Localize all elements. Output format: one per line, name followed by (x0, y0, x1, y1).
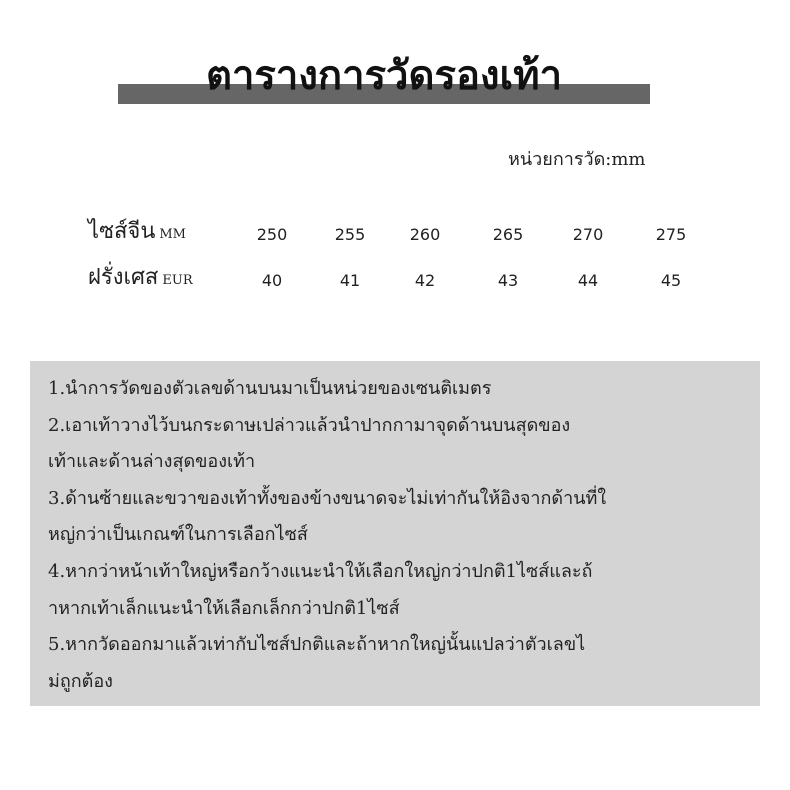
size-row-eur (88, 260, 728, 306)
row-label-cn (88, 218, 186, 249)
size-cell: 45 (660, 271, 682, 290)
size-cell: 40 (261, 271, 283, 290)
note-line: 2.เอาเท้าวางไว้บนกระดาษเปล่าวแล้วนำปากกามาจุดด้านบนสุดของ (48, 414, 571, 436)
size-cell: 255 (334, 225, 366, 244)
size-cell: 250 (256, 225, 288, 244)
size-cell: 270 (572, 225, 604, 244)
size-cell: 265 (492, 225, 524, 244)
measurement-notes (30, 361, 760, 706)
size-cell: 42 (414, 271, 436, 290)
row-label-cn-suffix: MM (159, 227, 186, 242)
note-line: หญ่กว่าเป็นเกณฑ์ในการเลือกไซส์ (48, 524, 308, 546)
note-line: 1.นำการวัดของตัวเลขด้านบนมาเป็นหน่วยของเซนติเมตร (48, 378, 492, 399)
note-line: เท้าและด้านล่างสุดของเท้า (48, 451, 256, 473)
size-row-cn (88, 214, 728, 260)
size-cell: 260 (409, 225, 441, 244)
size-cell: 43 (497, 271, 519, 290)
note-line: 4.หากว่าหน้าเท้าใหญ่หรือกว้างแนะนำให้เลือกใหญ่กว่าปกติ1ไซส์และถ้ (48, 560, 593, 582)
row-label-eur-text: ฝรั่งเศส (88, 265, 159, 290)
size-cell: 44 (577, 271, 599, 290)
note-line: 3.ด้านซ้ายและขวาของเท้าทั้งของข้างขนาดจะไม่เท่ากันให้อิงจากด้านที่ใ (48, 487, 607, 509)
title-block (118, 44, 650, 104)
size-cell: 275 (655, 225, 687, 244)
page-title: ตารางการวัดรองเท้า (205, 52, 563, 99)
size-table (88, 214, 728, 306)
note-line: ม่ถูกต้อง (48, 670, 113, 692)
row-label-cn-text: ไซส์จีน (88, 219, 156, 244)
unit-label: หน่วยการวัด:mm (508, 149, 646, 170)
size-cell: 41 (339, 271, 361, 290)
row-label-eur-suffix: EUR (162, 273, 193, 288)
note-line: าหากเท้าเล็กแนะนำให้เลือกเล็กกว่าปกติ1ไซส์ (48, 597, 400, 619)
row-label-eur (88, 264, 193, 295)
note-line: 5.หากวัดออกมาแล้วเท่ากับไซส์ปกติและถ้าหากใหญ่นั้นแปลว่าตัวเลขไ (48, 634, 586, 656)
